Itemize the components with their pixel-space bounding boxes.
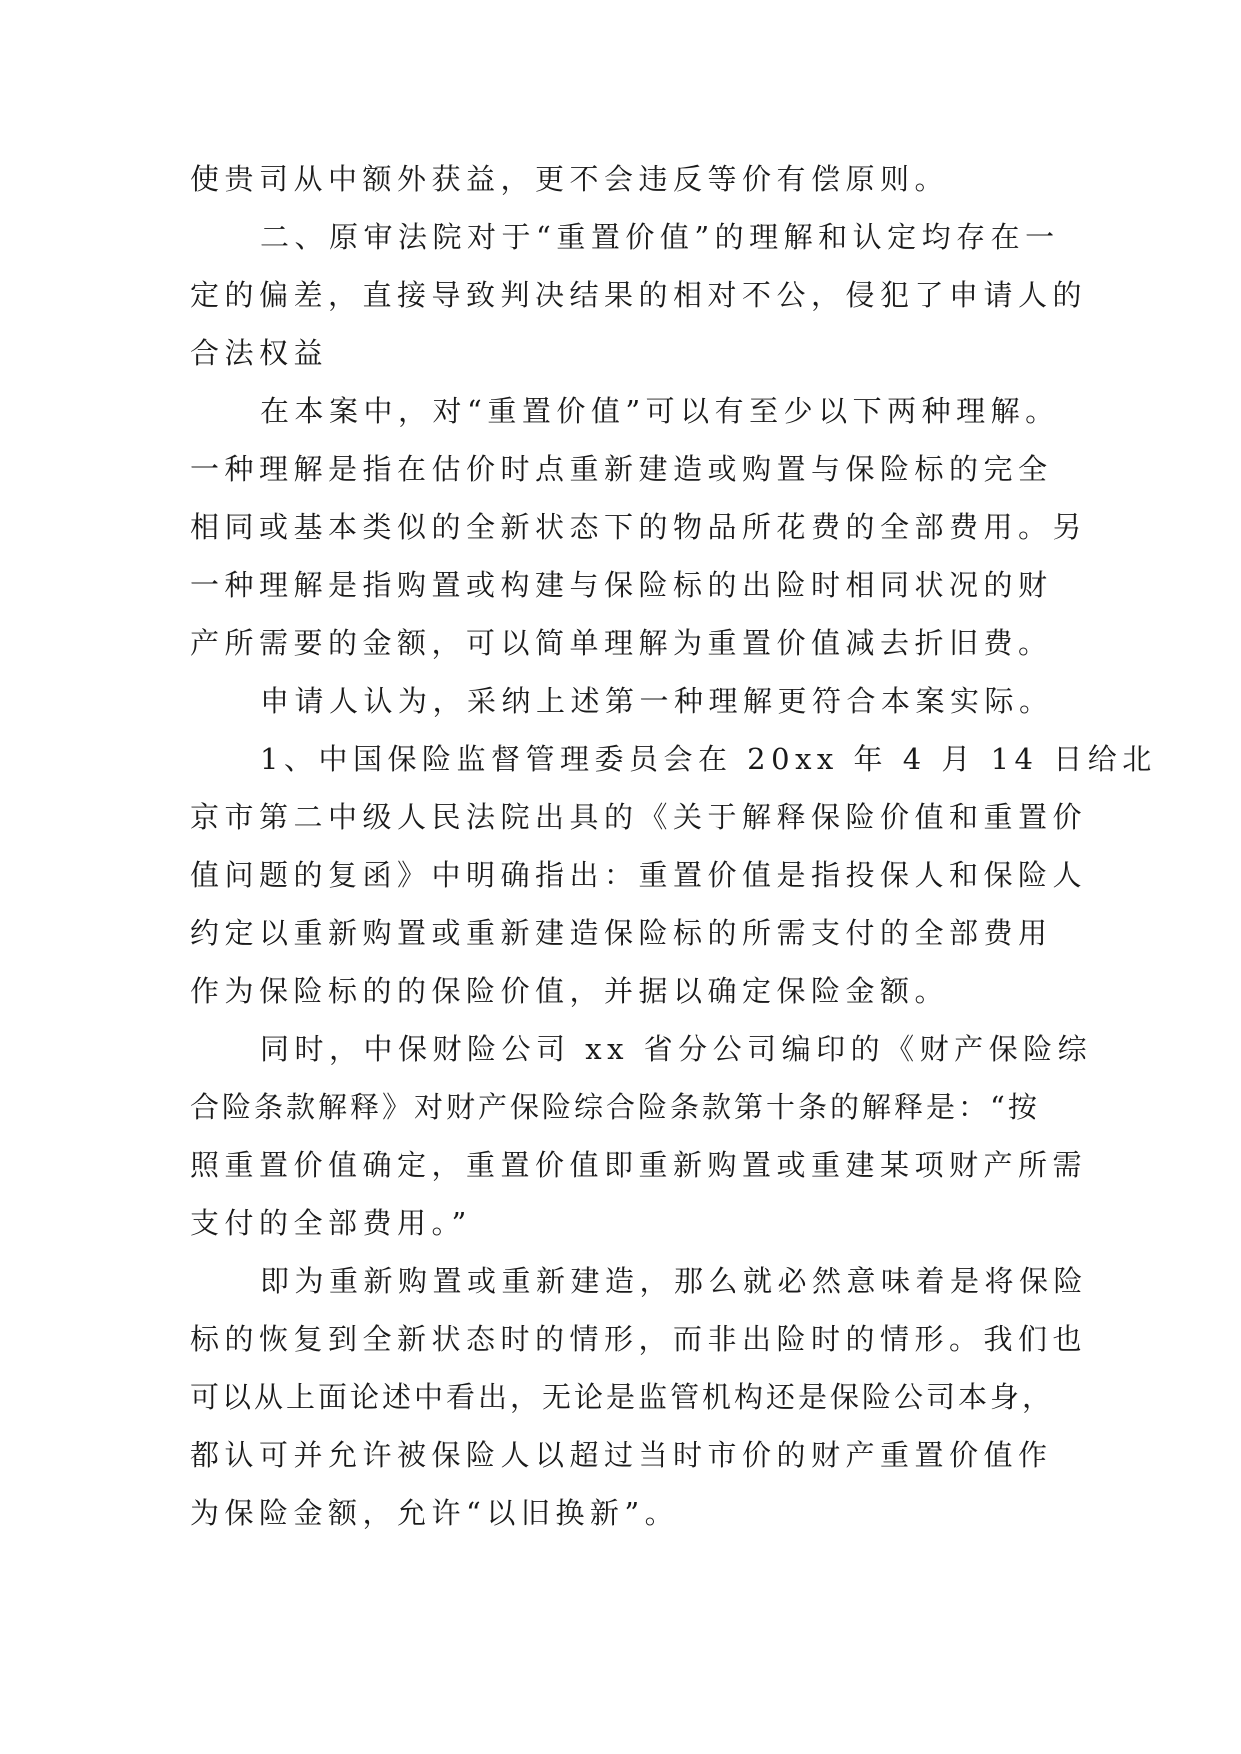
section-heading-line: 定的偏差，直接导致判决结果的相对不公，侵犯了申请人的 [190,278,1088,312]
text-line: 约定以重新购置或重新建造保险标的所需支付的全部费用 [190,916,1053,950]
section-heading-line: 二、原审法院对于“重置价值”的理解和认定均存在一 [260,220,1060,254]
text-line: 一种理解是指购置或构建与保险标的出险时相同状况的财 [190,568,1053,602]
text-line: 都认可并允许被保险人以超过当时市价的财产重置价值作 [190,1438,1053,1472]
text-line: 京市第二中级人民法院出具的《关于解释保险价值和重置价 [190,800,1088,834]
text-line: 为保险金额，允许“以旧换新”。 [190,1496,680,1530]
text-line: 值问题的复函》中明确指出：重置价值是指投保人和保险人 [190,858,1088,892]
text-line: 使贵司从中额外获益，更不会违反等价有偿原则。 [190,162,950,196]
text-line: 支付的全部费用。” [190,1206,472,1240]
section-heading-line: 合法权益 [190,336,329,370]
document-body [190,150,1157,1542]
text-line: 同时，中保财险公司 xx 省分公司编印的《财产保险综 [260,1032,1093,1066]
text-line: 可以从上面论述中看出，无论是监管机构还是保险公司本身， [190,1380,1055,1414]
text-line: 作为保险标的的保险价值，并据以确定保险金额。 [190,974,950,1008]
text-line: 申请人认为，采纳上述第一种理解更符合本案实际。 [260,684,1054,718]
text-line: 一种理解是指在估价时点重新建造或购置与保险标的完全 [190,452,1053,486]
text-line: 相同或基本类似的全新状态下的物品所花费的全部费用。另 [190,510,1088,544]
text-line: 1、中国保险监督管理委员会在 20xx 年 4 月 14 日给北 [260,742,1157,776]
text-line: 产所需要的金额，可以简单理解为重置价值减去折旧费。 [190,626,1053,660]
text-line: 即为重新购置或重新建造，那么就必然意味着是将保险 [260,1264,1089,1298]
text-line: 合险条款解释》对财产保险综合险条款第十条的解释是：“按 [190,1090,1040,1124]
text-line: 照重置价值确定，重置价值即重新购置或重建某项财产所需 [190,1148,1088,1182]
text-line: 标的恢复到全新状态时的情形，而非出险时的情形。我们也 [190,1322,1088,1356]
text-line: 在本案中，对“重置价值”可以有至少以下两种理解。 [260,394,1060,428]
